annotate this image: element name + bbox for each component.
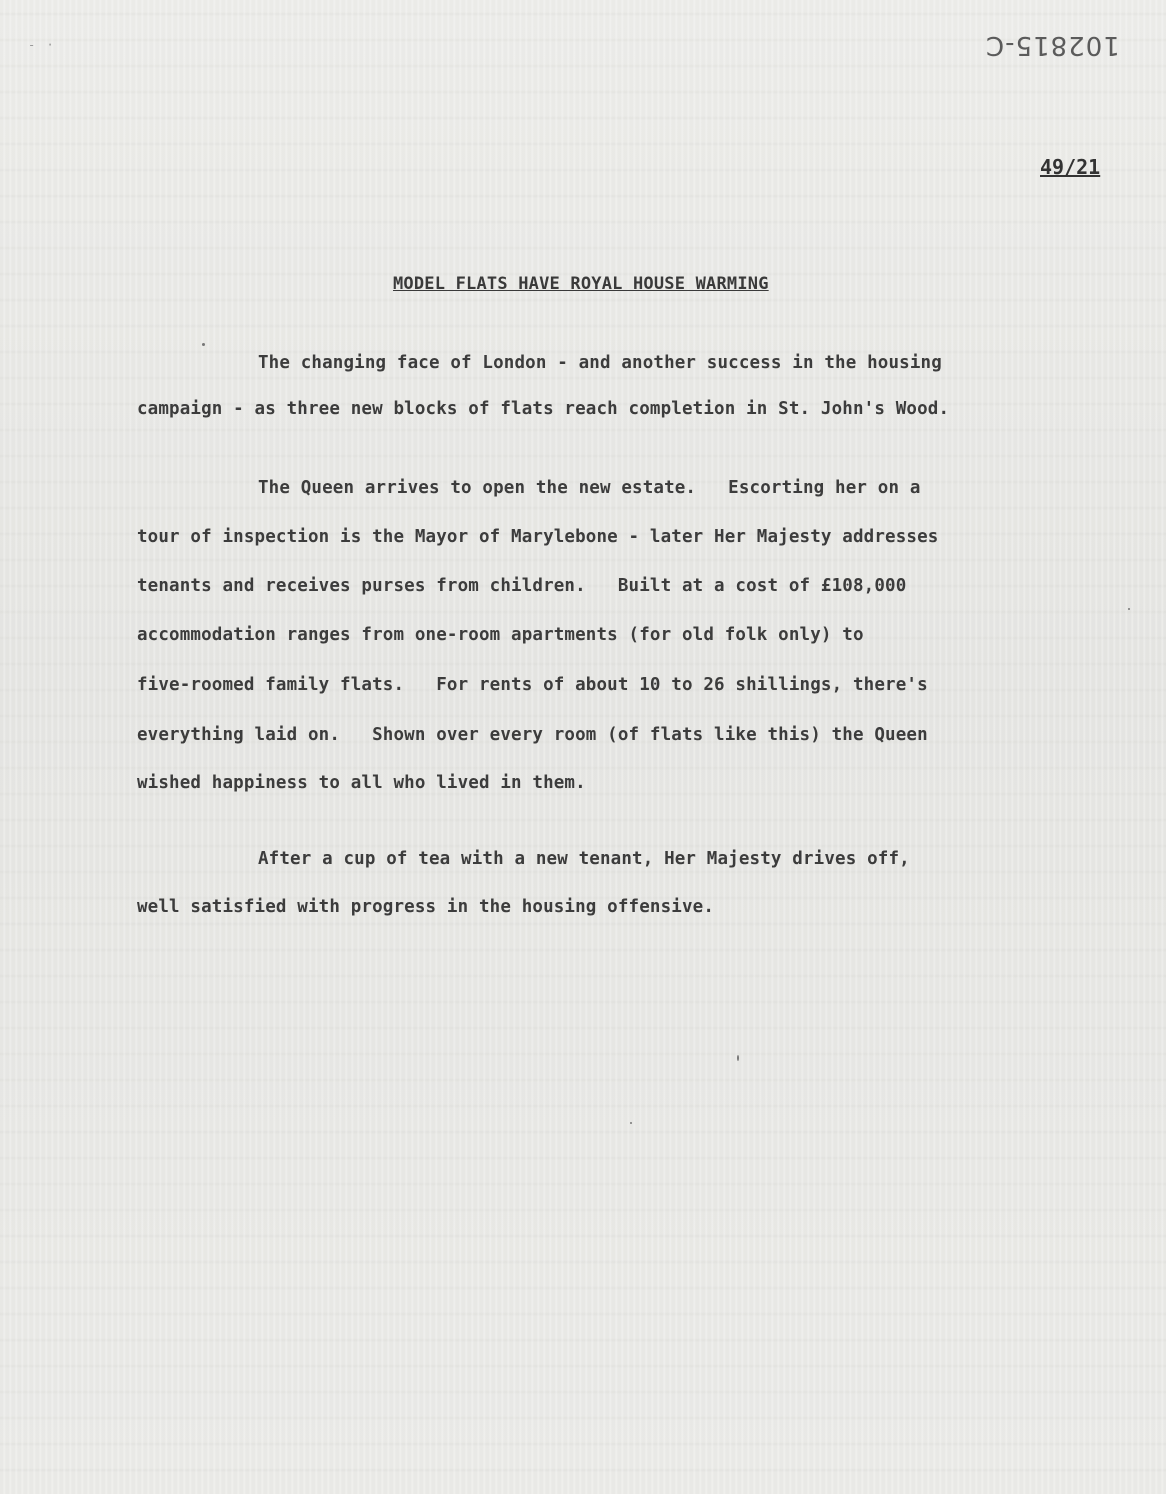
headline: MODEL FLATS HAVE ROYAL HOUSE WARMING <box>393 274 769 294</box>
paragraph-2-line-2: tour of inspection is the Mayor of Marylebone - later Her Majesty addresses <box>137 527 939 547</box>
paper-speck <box>202 343 205 346</box>
paragraph-1-line-2: campaign - as three new blocks of flats reach completion in St. John's Wood. <box>137 399 950 419</box>
paragraph-3-line-2: well satisfied with progress in the housing offensive. <box>137 897 715 917</box>
archive-number: 102815-C <box>985 30 1120 60</box>
paragraph-2-line-6: everything laid on. Shown over every room (of flats like this) the Queen <box>137 725 928 745</box>
page-number: 49/21 <box>1040 155 1101 179</box>
paragraph-2-line-1: The Queen arrives to open the new estate. Escorting her on a <box>258 478 921 498</box>
paragraph-1-line-1: The changing face of London - and another success in the housing <box>258 353 942 373</box>
paper-speck <box>737 1055 739 1061</box>
corner-mark: - · <box>28 38 56 52</box>
paragraph-2-line-4: accommodation ranges from one-room apartments (for old folk only) to <box>137 625 864 645</box>
paragraph-3-line-1: After a cup of tea with a new tenant, Her Majesty drives off, <box>258 849 910 869</box>
paper-speck <box>630 1122 632 1124</box>
paragraph-2-line-7: wished happiness to all who lived in them. <box>137 773 586 793</box>
paragraph-2-line-3: tenants and receives purses from children. Built at a cost of £108,000 <box>137 576 907 596</box>
paper-speck <box>1128 608 1130 610</box>
paragraph-2-line-5: five-roomed family flats. For rents of about 10 to 26 shillings, there's <box>137 675 928 695</box>
